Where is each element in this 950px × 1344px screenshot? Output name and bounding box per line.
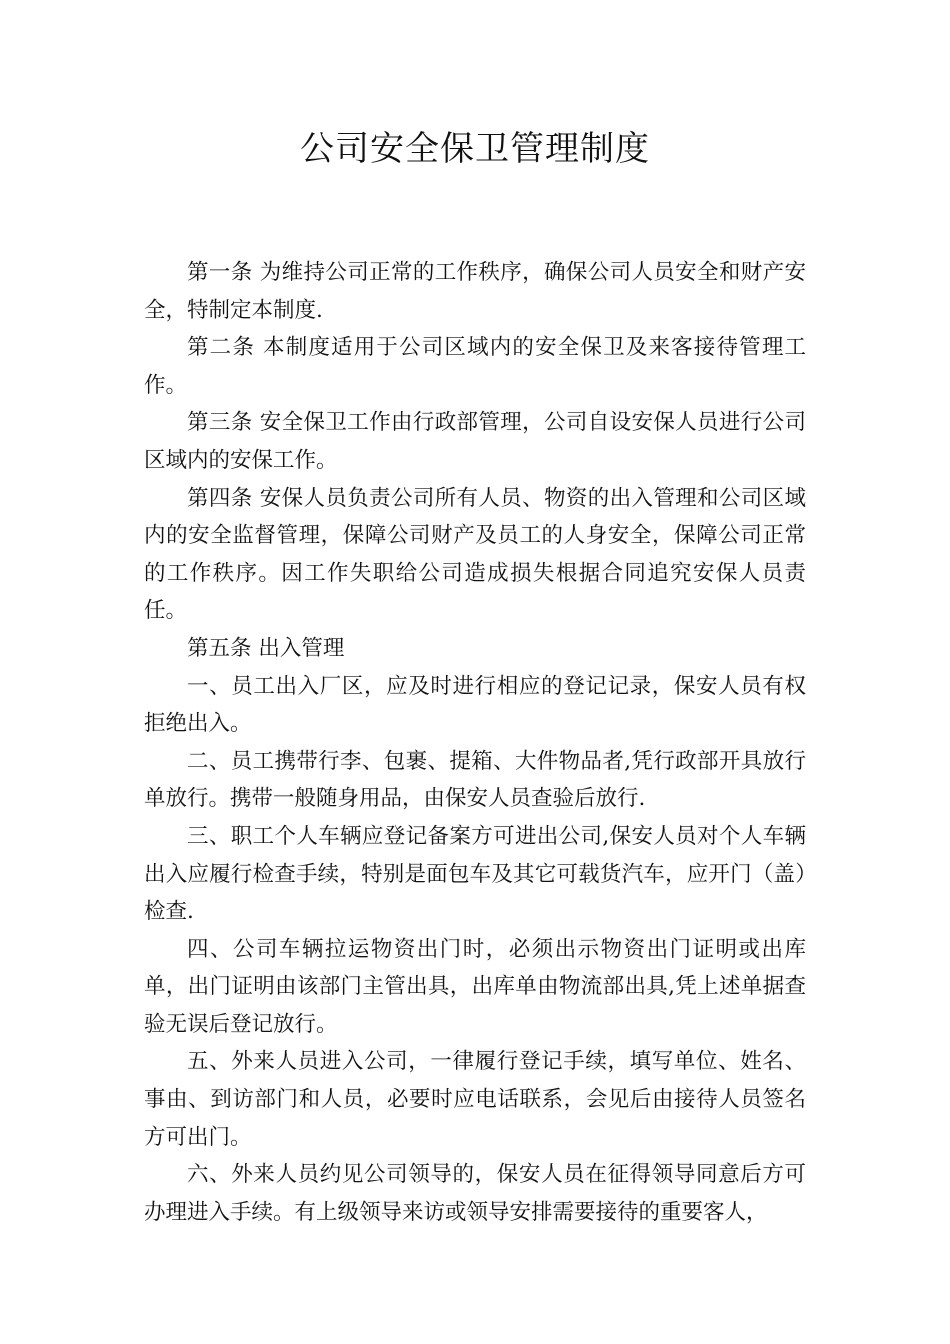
article-5-item-4: 四、公司车辆拉运物资出门时，必须出示物资出门证明或出库单，出门证明由该部门主管出具，出库单由物流部出具,凭上述单据查验无误后登记放行。 bbox=[144, 936, 806, 1037]
document-body bbox=[144, 254, 806, 1231]
article-5-item-6: 六、外来人员约见公司领导的，保安人员在征得领导同意后方可办理进入手续。有上级领导来访或领导安排需要接待的重要客人， bbox=[144, 1162, 806, 1225]
article-5-item-5: 五、外来人员进入公司，一律履行登记手续，填写单位、姓名、事由、到访部门和人员，必要时应电话联系，会见后由接待人员签名方可出门。 bbox=[144, 1049, 806, 1150]
document-title: 公司安全保卫管理制度 bbox=[300, 129, 650, 169]
article-2: 第二条 本制度适用于公司区域内的安全保卫及来客接待管理工作。 bbox=[144, 335, 806, 398]
article-5-item-2: 二、员工携带行李、包裹、提箱、大件物品者,凭行政部开具放行单放行。携带一般随身用品，由保安人员查验后放行. bbox=[144, 748, 806, 812]
article-5-heading: 第五条 出入管理 bbox=[187, 635, 345, 661]
article-1: 第一条 为维持公司正常的工作秩序，确保公司人员安全和财产安全，特制定本制度. bbox=[144, 260, 806, 323]
article-4: 第四条 安保人员负责公司所有人员、物资的出入管理和公司区域内的安全监督管理，保障公司财产及员工的人身安全，保障公司正常的工作秩序。因工作失职给公司造成损失根据合同追究安保人员责任。 bbox=[144, 485, 806, 624]
article-5-item-1: 一、员工出入厂区，应及时进行相应的登记记录，保安人员有权拒绝出入。 bbox=[144, 673, 806, 737]
article-3: 第三条 安全保卫工作由行政部管理，公司自设安保人员进行公司区域内的安保工作。 bbox=[144, 410, 806, 473]
article-5-item-3: 三、职工个人车辆应登记备案方可进出公司,保安人员对个人车辆出入应履行检查手续，特别是面包车及其它可载货汽车，应开门（盖）检查. bbox=[144, 823, 806, 925]
